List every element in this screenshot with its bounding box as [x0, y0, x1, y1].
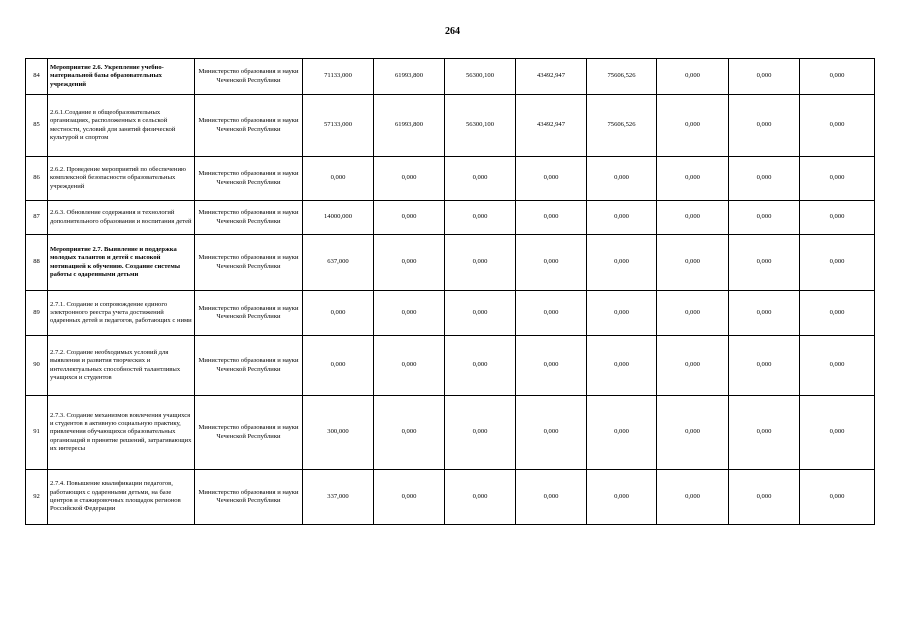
value-cell: 0,000: [445, 396, 516, 470]
value-cell: 0,000: [374, 396, 445, 470]
value-cell: 0,000: [516, 396, 587, 470]
row-number: 88: [26, 235, 48, 291]
value-cell: 0,000: [516, 235, 587, 291]
activity-description: 2.6.2. Проведение мероприятий по обеспечению комплексной безопасности образовательных учреждений: [48, 157, 195, 201]
page-number: 264: [445, 26, 460, 37]
value-cell: 0,000: [729, 59, 800, 95]
row-number: 86: [26, 157, 48, 201]
value-cell: 0,000: [729, 201, 800, 235]
value-cell: 75606,526: [587, 95, 657, 157]
value-cell: 61993,800: [374, 95, 445, 157]
value-cell: 0,000: [657, 291, 729, 336]
value-cell: 0,000: [729, 235, 800, 291]
responsible-organization: Министерство образования и науки Чеченской Республики: [195, 157, 303, 201]
activity-description: 2.6.1.Создание в общеобразовательных организациях, расположенных в сельской местности, условий для занятий физической культурой и спортом: [48, 95, 195, 157]
value-cell: 0,000: [516, 291, 587, 336]
responsible-organization: Министерство образования и науки Чеченской Республики: [195, 235, 303, 291]
value-cell: 0,000: [374, 470, 445, 525]
value-cell: 0,000: [587, 157, 657, 201]
value-cell: 0,000: [587, 470, 657, 525]
value-cell: 43492,947: [516, 59, 587, 95]
value-cell: 0,000: [445, 157, 516, 201]
row-number: 91: [26, 396, 48, 470]
activity-description: 2.6.3. Обновление содержания и технологий дополнительного образования и воспитания детей: [48, 201, 195, 235]
value-cell: 0,000: [800, 201, 875, 235]
value-cell: 0,000: [374, 235, 445, 291]
row-number: 92: [26, 470, 48, 525]
value-cell: 0,000: [587, 396, 657, 470]
value-cell: 0,000: [800, 336, 875, 396]
value-cell: 61993,800: [374, 59, 445, 95]
table-row: [26, 336, 875, 396]
responsible-organization: Министерство образования и науки Чеченской Республики: [195, 470, 303, 525]
value-cell: 0,000: [445, 235, 516, 291]
value-cell: 0,000: [729, 396, 800, 470]
table-row: [26, 201, 875, 235]
value-cell: 14000,000: [303, 201, 374, 235]
row-number: 87: [26, 201, 48, 235]
value-cell: 0,000: [657, 59, 729, 95]
value-cell: 0,000: [374, 336, 445, 396]
value-cell: 0,000: [800, 95, 875, 157]
value-cell: 0,000: [657, 396, 729, 470]
value-cell: 0,000: [657, 336, 729, 396]
value-cell: 0,000: [657, 201, 729, 235]
responsible-organization: Министерство образования и науки Чеченской Республики: [195, 59, 303, 95]
value-cell: 0,000: [657, 470, 729, 525]
responsible-organization: Министерство образования и науки Чеченской Республики: [195, 201, 303, 235]
responsible-organization: Министерство образования и науки Чеченской Республики: [195, 291, 303, 336]
activity-description: 2.7.1. Создание и сопровождение единого электронного реестра учета достижений одаренных детей и педагогов, работающих с ними: [48, 291, 195, 336]
value-cell: 0,000: [800, 59, 875, 95]
row-number: 85: [26, 95, 48, 157]
table-row: [26, 235, 875, 291]
value-cell: 0,000: [303, 291, 374, 336]
value-cell: 0,000: [800, 396, 875, 470]
value-cell: 0,000: [516, 470, 587, 525]
value-cell: 0,000: [374, 291, 445, 336]
responsible-organization: Министерство образования и науки Чеченской Республики: [195, 336, 303, 396]
value-cell: 0,000: [587, 291, 657, 336]
value-cell: 56300,100: [445, 95, 516, 157]
value-cell: 0,000: [729, 336, 800, 396]
row-number: 89: [26, 291, 48, 336]
value-cell: 0,000: [445, 201, 516, 235]
row-number: 84: [26, 59, 48, 95]
table-row: [26, 59, 875, 95]
value-cell: 0,000: [587, 201, 657, 235]
value-cell: 0,000: [445, 291, 516, 336]
value-cell: 56300,100: [445, 59, 516, 95]
value-cell: 0,000: [800, 157, 875, 201]
value-cell: 0,000: [445, 470, 516, 525]
value-cell: 0,000: [800, 470, 875, 525]
table-row: [26, 291, 875, 336]
value-cell: 71133,000: [303, 59, 374, 95]
value-cell: 0,000: [729, 95, 800, 157]
activity-description: 2.7.4. Повышение квалификации педагогов, работающих с одаренными детьми, на базе центров и стажировочных площадок регионов Российской Федерации: [48, 470, 195, 525]
value-cell: 0,000: [374, 201, 445, 235]
table-row: [26, 157, 875, 201]
activity-description: Мероприятие 2.6. Укрепление учебно-материальной базы образовательных учреждений: [48, 59, 195, 95]
activity-description: Мероприятие 2.7. Выявление и поддержка молодых талантов и детей с высокой мотивацией к обучению. Создание системы работы с одаренными детьми: [48, 235, 195, 291]
value-cell: 0,000: [516, 201, 587, 235]
table-row: [26, 470, 875, 525]
activity-description: 2.7.2. Создание необходимых условий для выявления и развития творческих и интеллектуальных способностей талантливых учащихся и студентов: [48, 336, 195, 396]
value-cell: 57133,000: [303, 95, 374, 157]
table-row: [26, 396, 875, 470]
value-cell: 0,000: [729, 157, 800, 201]
value-cell: 0,000: [800, 235, 875, 291]
activity-description: 2.7.3. Создание механизмов вовлечения учащихся и студентов в активную социальную практику, привлечения обучающихся образовательных организаций в принятие решений, затрагивающих их интересы: [48, 396, 195, 470]
value-cell: 0,000: [516, 336, 587, 396]
responsible-organization: Министерство образования и науки Чеченской Республики: [195, 95, 303, 157]
value-cell: 0,000: [657, 235, 729, 291]
value-cell: 0,000: [374, 157, 445, 201]
value-cell: 300,000: [303, 396, 374, 470]
table-row: [26, 95, 875, 157]
value-cell: 0,000: [516, 157, 587, 201]
table-body: [26, 59, 875, 525]
value-cell: 0,000: [303, 157, 374, 201]
value-cell: 0,000: [657, 95, 729, 157]
value-cell: 0,000: [587, 235, 657, 291]
row-number: 90: [26, 336, 48, 396]
value-cell: 637,000: [303, 235, 374, 291]
value-cell: 0,000: [303, 336, 374, 396]
value-cell: 75606,526: [587, 59, 657, 95]
value-cell: 0,000: [445, 336, 516, 396]
value-cell: 337,000: [303, 470, 374, 525]
value-cell: 0,000: [729, 470, 800, 525]
value-cell: 0,000: [800, 291, 875, 336]
responsible-organization: Министерство образования и науки Чеченской Республики: [195, 396, 303, 470]
value-cell: 0,000: [657, 157, 729, 201]
value-cell: 43492,947: [516, 95, 587, 157]
value-cell: 0,000: [587, 336, 657, 396]
value-cell: 0,000: [729, 291, 800, 336]
budget-table: [25, 58, 875, 525]
